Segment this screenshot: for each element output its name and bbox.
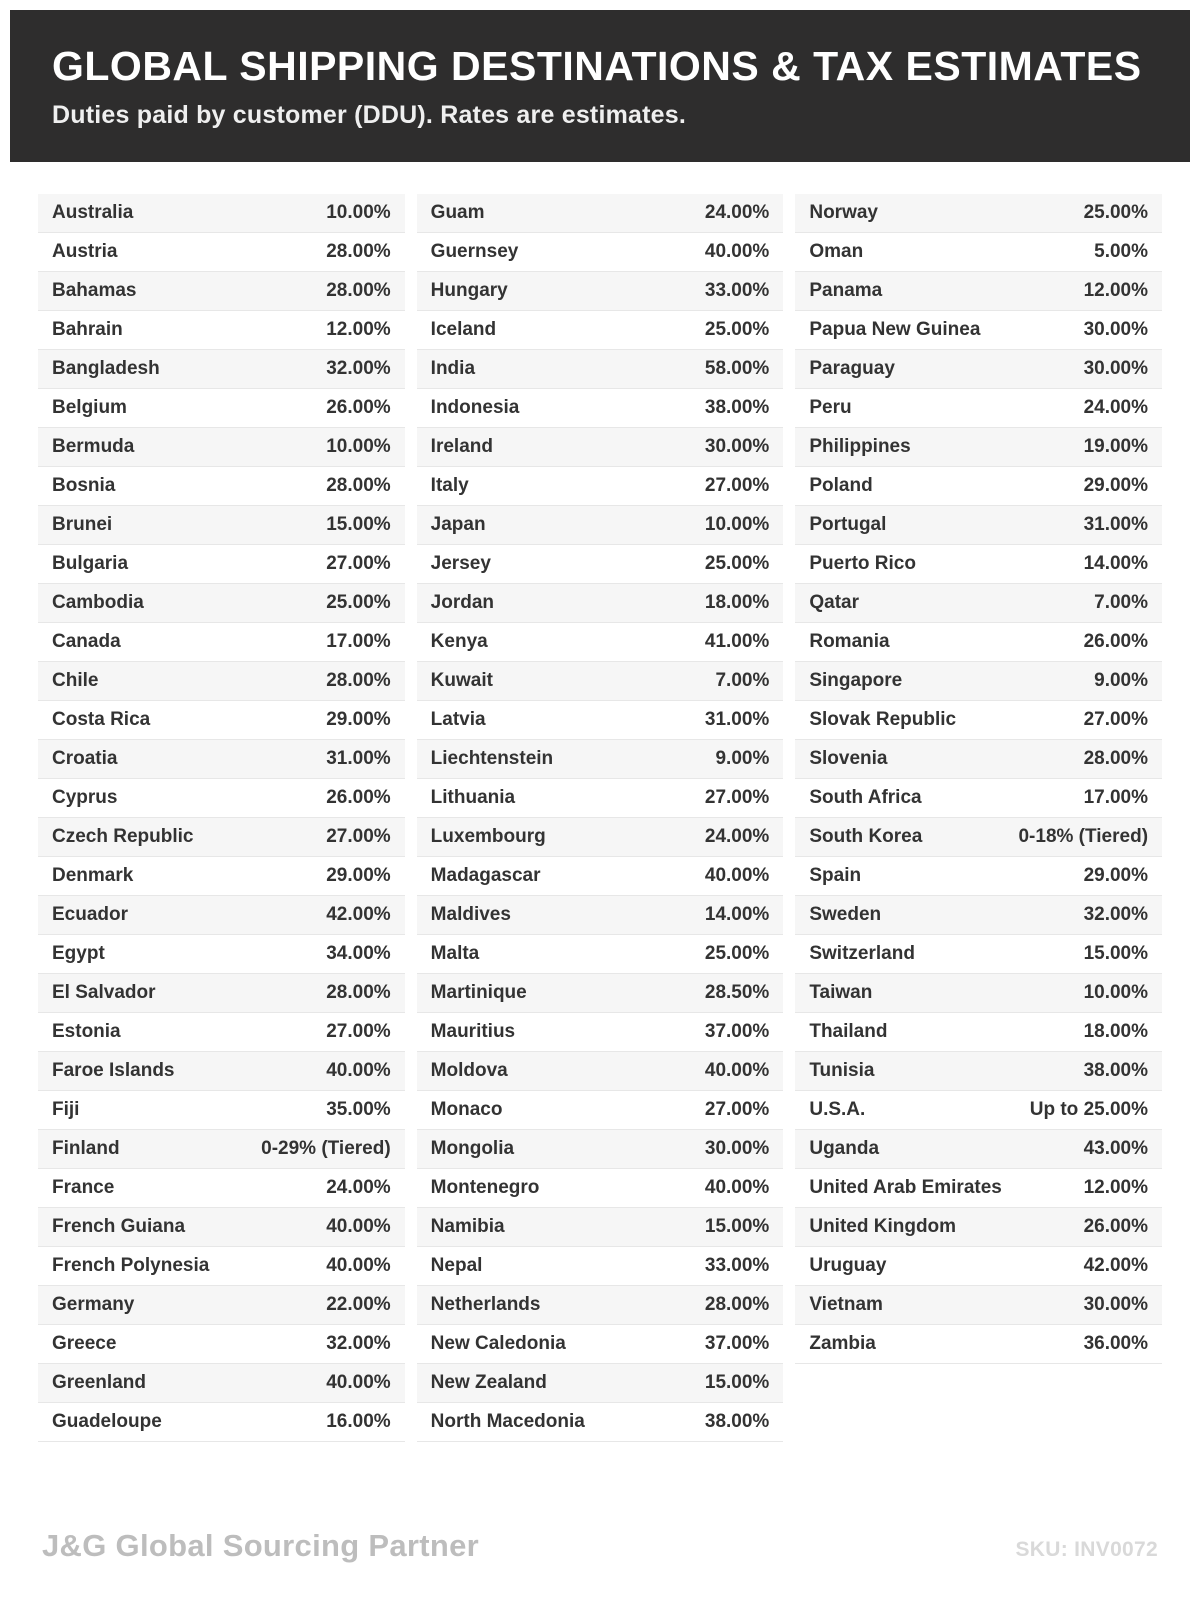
table-row (417, 1286, 784, 1325)
country-name: Bermuda (52, 436, 135, 458)
table-row (795, 272, 1162, 311)
table-row (38, 623, 405, 662)
country-name: Kuwait (430, 670, 493, 692)
country-name: French Polynesia (52, 1255, 210, 1277)
table-row (795, 233, 1162, 272)
country-name: Uruguay (809, 1255, 887, 1277)
tax-rate: 36.00% (1083, 1333, 1149, 1355)
table-row (795, 584, 1162, 623)
country-name: Portugal (809, 514, 887, 536)
page (0, 10, 1200, 1610)
table-row (417, 311, 784, 350)
table-row (38, 740, 405, 779)
table-row (38, 389, 405, 428)
tax-rate: 18.00% (1083, 1021, 1149, 1043)
country-name: Fiji (52, 1099, 80, 1121)
table-row (38, 1364, 405, 1403)
country-name: Cyprus (52, 787, 118, 809)
tax-rate: Up to 25.00% (1029, 1099, 1149, 1121)
tax-rate: 7.00% (715, 670, 770, 692)
tax-rate: 17.00% (326, 631, 391, 653)
header-banner (10, 10, 1190, 162)
country-name: Slovenia (809, 748, 888, 770)
table-row (38, 701, 405, 740)
tax-rate: 12.00% (1083, 1177, 1149, 1199)
country-name: Canada (52, 631, 121, 653)
table-row (417, 1403, 784, 1442)
tax-rate: 22.00% (326, 1294, 391, 1316)
table-row (38, 194, 405, 233)
country-name: Faroe Islands (52, 1060, 175, 1082)
table-row (795, 1247, 1162, 1286)
table-row (795, 818, 1162, 857)
tax-rate: 40.00% (704, 1060, 770, 1082)
table-row (38, 311, 405, 350)
tax-rate: 38.00% (1083, 1060, 1149, 1082)
tax-rate: 15.00% (704, 1372, 770, 1394)
table-row (795, 1052, 1162, 1091)
table-row (795, 1169, 1162, 1208)
tax-rate: 26.00% (326, 397, 391, 419)
country-name: New Caledonia (430, 1333, 566, 1355)
table-row (38, 896, 405, 935)
table-row (795, 350, 1162, 389)
table-row (795, 935, 1162, 974)
tax-rate: 27.00% (326, 1021, 391, 1043)
table-row (417, 389, 784, 428)
table-row (38, 1403, 405, 1442)
country-name: Peru (809, 397, 852, 419)
table-row (417, 428, 784, 467)
tax-rate: 40.00% (326, 1216, 391, 1238)
table-row (795, 428, 1162, 467)
table-row (795, 779, 1162, 818)
country-name: Latvia (430, 709, 486, 731)
tax-rate: 25.00% (704, 553, 770, 575)
tax-rate: 31.00% (1083, 514, 1149, 536)
tax-rate: 27.00% (326, 553, 391, 575)
table-row (417, 272, 784, 311)
country-name: New Zealand (430, 1372, 547, 1394)
table-row (38, 350, 405, 389)
table-row (417, 1325, 784, 1364)
table-row (795, 701, 1162, 740)
tax-rate: 24.00% (1083, 397, 1149, 419)
country-name: South Korea (809, 826, 923, 848)
table-row (38, 1208, 405, 1247)
table-row (38, 1247, 405, 1286)
table-row (417, 1091, 784, 1130)
tax-rate: 29.00% (326, 865, 391, 887)
tax-rate: 40.00% (704, 1177, 770, 1199)
country-name: Montenegro (430, 1177, 540, 1199)
tax-rate: 33.00% (704, 280, 770, 302)
tax-rate: 34.00% (326, 943, 391, 965)
table-row (417, 350, 784, 389)
country-name: Brunei (52, 514, 113, 536)
table-row (417, 623, 784, 662)
country-name: Philippines (809, 436, 911, 458)
country-name: Sweden (809, 904, 882, 926)
table-row (417, 1169, 784, 1208)
tax-rate: 35.00% (326, 1099, 391, 1121)
country-name: Ireland (430, 436, 493, 458)
tax-rate: 14.00% (704, 904, 770, 926)
table-row (795, 311, 1162, 350)
tax-rate: 9.00% (1094, 670, 1149, 692)
tax-rate: 27.00% (704, 787, 770, 809)
country-name: North Macedonia (430, 1411, 585, 1433)
table-column-2 (417, 194, 784, 1442)
tax-rate: 28.50% (704, 982, 770, 1004)
table-row (795, 1325, 1162, 1364)
tax-rate: 29.00% (1083, 475, 1149, 497)
tax-rate: 31.00% (326, 748, 391, 770)
table-row (795, 1091, 1162, 1130)
table-row (795, 740, 1162, 779)
country-name: Poland (809, 475, 873, 497)
country-name: Finland (52, 1138, 120, 1160)
tax-rate: 26.00% (1083, 1216, 1149, 1238)
table-row (417, 818, 784, 857)
country-name: Luxembourg (430, 826, 546, 848)
tax-rate: 5.00% (1094, 241, 1149, 263)
country-name: Italy (430, 475, 469, 497)
country-name: Egypt (52, 943, 105, 965)
country-name: Singapore (809, 670, 903, 692)
tax-rate: 30.00% (1083, 358, 1149, 380)
country-name: Mauritius (430, 1021, 516, 1043)
table-row (795, 662, 1162, 701)
country-name: Romania (809, 631, 890, 653)
country-name: France (52, 1177, 115, 1199)
table-row (38, 1286, 405, 1325)
country-name: Austria (52, 241, 118, 263)
table-row (417, 1052, 784, 1091)
country-name: Uganda (809, 1138, 880, 1160)
tax-rate: 15.00% (1083, 943, 1149, 965)
country-name: Paraguay (809, 358, 895, 380)
country-name: Bahrain (52, 319, 123, 341)
table-row (795, 974, 1162, 1013)
country-name: Spain (809, 865, 862, 887)
tax-rate: 15.00% (704, 1216, 770, 1238)
table-row (417, 662, 784, 701)
table-row (38, 1169, 405, 1208)
table-row (417, 1247, 784, 1286)
tax-rate: 30.00% (1083, 1294, 1149, 1316)
tax-rate: 38.00% (704, 1411, 770, 1433)
brand-text: J&G Global Sourcing Partner (42, 1528, 480, 1563)
country-name: Belgium (52, 397, 127, 419)
country-name: United Kingdom (809, 1216, 957, 1238)
tax-rate: 15.00% (326, 514, 391, 536)
country-name: Taiwan (809, 982, 873, 1004)
tax-rate: 29.00% (1083, 865, 1149, 887)
table-row (417, 935, 784, 974)
table-row (38, 428, 405, 467)
table-row (38, 584, 405, 623)
table-row (417, 584, 784, 623)
tax-rate: 26.00% (326, 787, 391, 809)
table-row (795, 623, 1162, 662)
country-name: Guadeloupe (52, 1411, 162, 1433)
table-row (417, 740, 784, 779)
tax-rate: 0-29% (Tiered) (261, 1138, 391, 1160)
country-name: Liechtenstein (430, 748, 554, 770)
table-row (38, 818, 405, 857)
table-row (417, 896, 784, 935)
table-row (417, 194, 784, 233)
country-name: Malta (430, 943, 480, 965)
page-subtitle: Duties paid by customer (DDU). Rates are estimates. (52, 101, 687, 130)
tax-rate: 37.00% (704, 1021, 770, 1043)
tax-rate: 28.00% (1083, 748, 1149, 770)
table-row (795, 506, 1162, 545)
tax-rate: 10.00% (704, 514, 770, 536)
table-column-3 (795, 194, 1162, 1364)
country-name: El Salvador (52, 982, 156, 1004)
tax-rate: 43.00% (1083, 1138, 1149, 1160)
country-name: Iceland (430, 319, 497, 341)
table-row (795, 1130, 1162, 1169)
country-name: Australia (52, 202, 134, 224)
table-row (38, 233, 405, 272)
country-name: Namibia (430, 1216, 505, 1238)
country-name: Kenya (430, 631, 488, 653)
table-row (417, 506, 784, 545)
tax-rate: 14.00% (1083, 553, 1149, 575)
tax-rate: 30.00% (704, 436, 770, 458)
tax-rate: 32.00% (1083, 904, 1149, 926)
country-name: Bosnia (52, 475, 116, 497)
country-name: Cambodia (52, 592, 144, 614)
table-row (417, 857, 784, 896)
country-name: Norway (809, 202, 878, 224)
table-row (38, 1091, 405, 1130)
tax-rate: 24.00% (704, 826, 770, 848)
country-name: Czech Republic (52, 826, 194, 848)
tax-rate: 25.00% (704, 943, 770, 965)
country-name: Qatar (809, 592, 859, 614)
country-name: Germany (52, 1294, 135, 1316)
tax-rate: 19.00% (1083, 436, 1149, 458)
country-name: South Africa (809, 787, 922, 809)
country-name: Jersey (430, 553, 491, 575)
country-name: Costa Rica (52, 709, 151, 731)
table-row (417, 545, 784, 584)
table-row (417, 233, 784, 272)
table-row (38, 272, 405, 311)
tax-rate: 24.00% (326, 1177, 391, 1199)
rates-table (0, 162, 1200, 1442)
country-name: Chile (52, 670, 99, 692)
country-name: Denmark (52, 865, 134, 887)
sku-label: SKU: INV0072 (1015, 1538, 1158, 1561)
table-row (38, 545, 405, 584)
tax-rate: 40.00% (704, 865, 770, 887)
tax-rate: 27.00% (704, 475, 770, 497)
country-name: Greece (52, 1333, 117, 1355)
country-name: Moldova (430, 1060, 508, 1082)
tax-rate: 33.00% (704, 1255, 770, 1277)
country-name: Nepal (430, 1255, 483, 1277)
country-name: Jordan (430, 592, 495, 614)
tax-rate: 28.00% (326, 982, 391, 1004)
country-name: Puerto Rico (809, 553, 916, 575)
country-name: United Arab Emirates (809, 1177, 1002, 1199)
table-row (795, 467, 1162, 506)
country-name: Thailand (809, 1021, 888, 1043)
country-name: Madagascar (430, 865, 541, 887)
tax-rate: 28.00% (704, 1294, 770, 1316)
country-name: Zambia (809, 1333, 876, 1355)
tax-rate: 42.00% (1083, 1255, 1149, 1277)
country-name: Tunisia (809, 1060, 875, 1082)
country-name: Martinique (430, 982, 527, 1004)
table-row (38, 662, 405, 701)
footer (42, 1528, 1158, 1564)
tax-rate: 40.00% (326, 1255, 391, 1277)
table-column-1 (38, 194, 405, 1442)
tax-rate: 28.00% (326, 280, 391, 302)
country-name: Hungary (430, 280, 508, 302)
tax-rate: 12.00% (326, 319, 391, 341)
country-name: India (430, 358, 476, 380)
tax-rate: 41.00% (704, 631, 770, 653)
tax-rate: 9.00% (715, 748, 770, 770)
tax-rate: 25.00% (704, 319, 770, 341)
tax-rate: 16.00% (326, 1411, 391, 1433)
tax-rate: 40.00% (326, 1060, 391, 1082)
tax-rate: 58.00% (704, 358, 770, 380)
country-name: Guernsey (430, 241, 519, 263)
table-row (38, 935, 405, 974)
tax-rate: 17.00% (1083, 787, 1149, 809)
table-row (417, 1208, 784, 1247)
table-row (417, 779, 784, 818)
tax-rate: 26.00% (1083, 631, 1149, 653)
country-name: Monaco (430, 1099, 503, 1121)
table-row (38, 467, 405, 506)
tax-rate: 10.00% (326, 436, 391, 458)
country-name: Maldives (430, 904, 511, 926)
country-name: Vietnam (809, 1294, 883, 1316)
table-row (795, 857, 1162, 896)
tax-rate: 28.00% (326, 475, 391, 497)
country-name: French Guiana (52, 1216, 186, 1238)
table-row (417, 701, 784, 740)
table-row (795, 389, 1162, 428)
country-name: Croatia (52, 748, 118, 770)
tax-rate: 30.00% (704, 1138, 770, 1160)
table-row (38, 974, 405, 1013)
table-row (38, 1013, 405, 1052)
country-name: Japan (430, 514, 486, 536)
tax-rate: 42.00% (326, 904, 391, 926)
tax-rate: 27.00% (1083, 709, 1149, 731)
country-name: Lithuania (430, 787, 516, 809)
tax-rate: 38.00% (704, 397, 770, 419)
tax-rate: 27.00% (704, 1099, 770, 1121)
tax-rate: 10.00% (326, 202, 391, 224)
table-row (38, 1052, 405, 1091)
tax-rate: 40.00% (326, 1372, 391, 1394)
table-row (417, 467, 784, 506)
country-name: Slovak Republic (809, 709, 957, 731)
table-row (417, 1013, 784, 1052)
table-row (417, 1364, 784, 1403)
tax-rate: 25.00% (326, 592, 391, 614)
table-row (38, 1130, 405, 1169)
tax-rate: 28.00% (326, 241, 391, 263)
tax-rate: 10.00% (1083, 982, 1149, 1004)
tax-rate: 27.00% (326, 826, 391, 848)
tax-rate: 32.00% (326, 1333, 391, 1355)
table-row (795, 896, 1162, 935)
country-name: Bangladesh (52, 358, 160, 380)
country-name: Greenland (52, 1372, 146, 1394)
table-row (38, 1325, 405, 1364)
tax-rate: 18.00% (704, 592, 770, 614)
table-row (795, 1208, 1162, 1247)
tax-rate: 7.00% (1094, 592, 1149, 614)
tax-rate: 28.00% (326, 670, 391, 692)
country-name: Netherlands (430, 1294, 541, 1316)
country-name: Switzerland (809, 943, 915, 965)
tax-rate: 30.00% (1083, 319, 1149, 341)
country-name: U.S.A. (809, 1099, 866, 1121)
table-row (795, 1013, 1162, 1052)
tax-rate: 24.00% (704, 202, 770, 224)
country-name: Bulgaria (52, 553, 129, 575)
table-row (38, 506, 405, 545)
table-row (795, 1286, 1162, 1325)
table-row (417, 1130, 784, 1169)
tax-rate: 0-18% (Tiered) (1018, 826, 1149, 848)
country-name: Guam (430, 202, 485, 224)
country-name: Mongolia (430, 1138, 515, 1160)
tax-rate: 37.00% (704, 1333, 770, 1355)
tax-rate: 40.00% (704, 241, 770, 263)
tax-rate: 31.00% (704, 709, 770, 731)
page-title: GLOBAL SHIPPING DESTINATIONS & TAX ESTIMATES (52, 43, 1142, 89)
country-name: Oman (809, 241, 864, 263)
table-row (38, 779, 405, 818)
country-name: Panama (809, 280, 883, 302)
country-name: Papua New Guinea (809, 319, 981, 341)
table-row (417, 974, 784, 1013)
tax-rate: 12.00% (1083, 280, 1149, 302)
tax-rate: 32.00% (326, 358, 391, 380)
tax-rate: 29.00% (326, 709, 391, 731)
tax-rate: 25.00% (1083, 202, 1149, 224)
table-row (795, 545, 1162, 584)
table-row (795, 194, 1162, 233)
country-name: Indonesia (430, 397, 520, 419)
country-name: Ecuador (52, 904, 129, 926)
country-name: Estonia (52, 1021, 121, 1043)
country-name: Bahamas (52, 280, 137, 302)
table-row (38, 857, 405, 896)
